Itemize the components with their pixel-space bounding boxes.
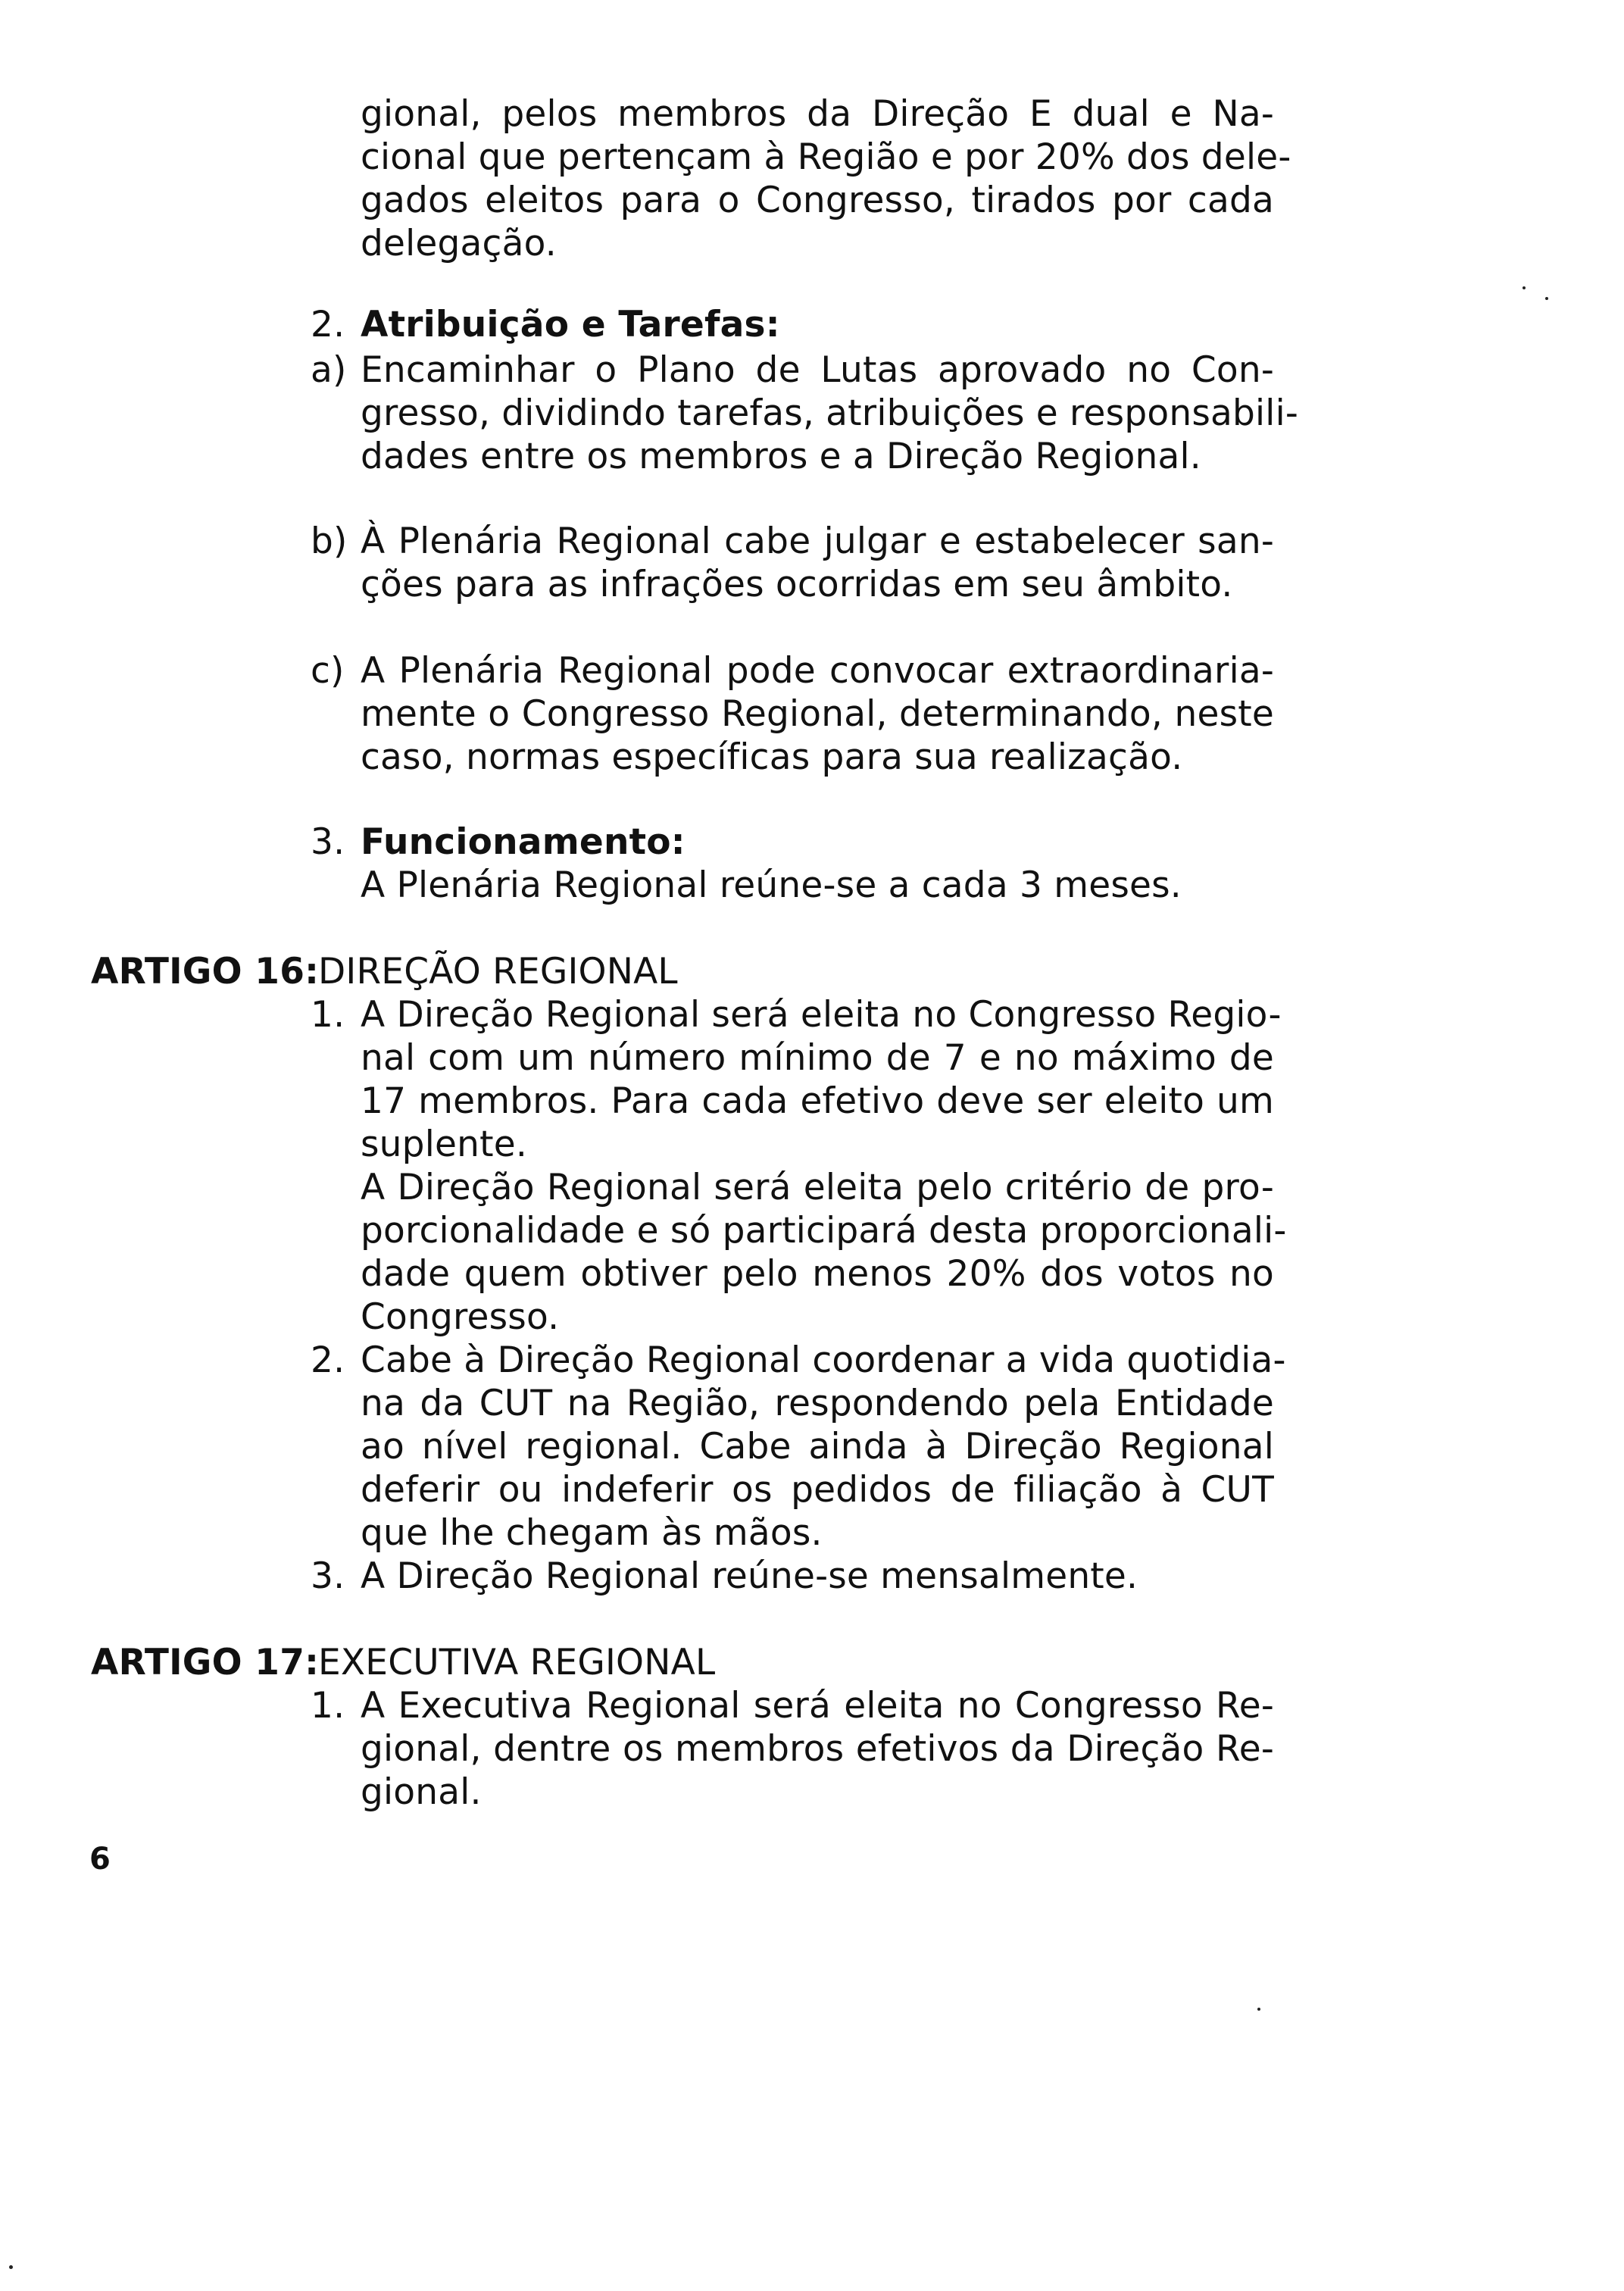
text-line: A Direção Regional será eleita no Congresso Regio-: [361, 994, 1282, 1036]
text-line: ções para as infrações ocorridas em seu âmbito.: [361, 564, 1233, 605]
scan-speck: [1257, 2008, 1260, 2011]
text-line: na da CUT na Região, respondendo pela Entidade: [361, 1383, 1274, 1424]
section-heading: Funcionamento:: [361, 821, 686, 863]
article-label: ARTIGO 16:: [91, 951, 320, 992]
scan-speck: [9, 2265, 13, 2269]
text-line: gional, dentre os membros efetivos da Direção Re-: [361, 1728, 1274, 1770]
scan-speck: [1545, 297, 1548, 300]
article-title: EXECUTIVA REGIONAL: [318, 1642, 716, 1683]
text-line: dades entre os membros e a Direção Regional.: [361, 436, 1201, 477]
text-line: gional, pelos membros da Direção E dual e Na-: [361, 93, 1274, 135]
text-line: gados eleitos para o Congresso, tirados por cada: [361, 180, 1274, 221]
text-line: porcionalidade e só participará desta proporcionali-: [361, 1210, 1287, 1252]
text-line: Encaminhar o Plano de Lutas aprovado no Con-: [361, 349, 1274, 391]
item-marker: a): [311, 349, 347, 391]
text-line: A Direção Regional reúne-se mensalmente.: [361, 1555, 1138, 1597]
item-marker: 1.: [311, 1685, 345, 1727]
text-line: delegação.: [361, 223, 557, 264]
text-line: gresso, dividindo tarefas, atribuições e responsabili-: [361, 392, 1298, 434]
text-line: À Plenária Regional cabe julgar e estabelecer san-: [361, 520, 1274, 562]
text-line: 17 membros. Para cada efetivo deve ser eleito um: [361, 1080, 1274, 1122]
text-line: cional que pertençam à Região e por 20% dos dele-: [361, 136, 1291, 178]
text-line: A Direção Regional será eleita pelo critério de pro-: [361, 1167, 1274, 1208]
section-number: 2.: [311, 304, 345, 345]
text-line: A Plenária Regional pode convocar extraordinaria-: [361, 650, 1274, 692]
text-line: suplente.: [361, 1124, 527, 1165]
text-line: nal com um número mínimo de 7 e no máximo de: [361, 1037, 1274, 1079]
text-line: A Plenária Regional reúne-se a cada 3 meses.: [361, 864, 1182, 906]
text-line: caso, normas específicas para sua realização.: [361, 736, 1183, 778]
text-line: deferir ou indeferir os pedidos de filiação à CUT: [361, 1469, 1274, 1511]
item-marker: b): [311, 520, 348, 562]
article-label: ARTIGO 17:: [91, 1642, 320, 1683]
section-heading: Atribuição e Tarefas:: [361, 304, 780, 345]
text-line: Congresso.: [361, 1296, 560, 1338]
text-line: que lhe chegam às mãos.: [361, 1512, 823, 1554]
text-line: gional.: [361, 1771, 482, 1813]
article-title: DIREÇÃO REGIONAL: [318, 951, 678, 992]
item-marker: 2.: [311, 1339, 345, 1381]
text-line: Cabe à Direção Regional coordenar a vida quotidia-: [361, 1339, 1286, 1381]
item-marker: 3.: [311, 1555, 345, 1597]
item-marker: c): [311, 650, 345, 692]
section-number: 3.: [311, 821, 345, 863]
page-number: 6: [89, 1842, 111, 1877]
text-line: dade quem obtiver pelo menos 20% dos votos no: [361, 1253, 1274, 1295]
item-marker: 1.: [311, 994, 345, 1036]
text-line: ao nível regional. Cabe ainda à Direção Regional: [361, 1426, 1274, 1467]
scan-speck: [1522, 286, 1526, 289]
text-line: A Executiva Regional será eleita no Congresso Re-: [361, 1685, 1274, 1727]
text-line: mente o Congresso Regional, determinando, neste: [361, 693, 1274, 735]
